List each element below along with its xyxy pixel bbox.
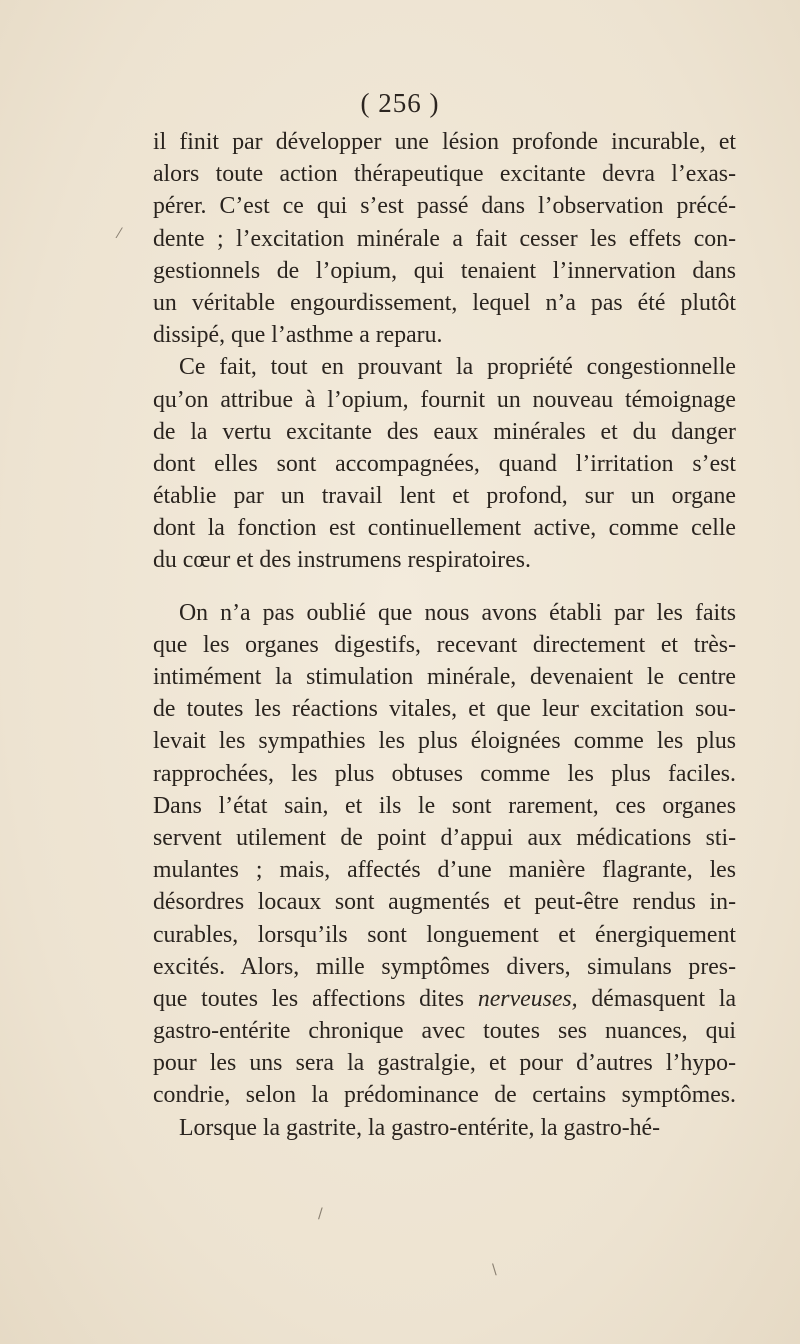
- text-line: que les organes digestifs, recevant directement et très-: [153, 631, 736, 658]
- text-line: dont la fonction est continuellement active, comme celle: [153, 515, 736, 542]
- body-text: [153, 126, 736, 1144]
- text-line: gestionnels de l’opium, qui tenaient l’innervation dans: [153, 257, 736, 284]
- text-line: il finit par développer une lésion profonde incurable, et: [153, 129, 736, 155]
- text-line: un véritable engourdissement, lequel n’a pas été plutôt: [153, 289, 736, 316]
- text-line: curables, lorsqu’ils sont longuement et énergiquement: [153, 921, 736, 948]
- text-line: dont elles sont accompagnées, quand l’irritation s’est: [153, 450, 736, 477]
- text-line: dente ; l’excitation minérale a fait cesser les effets con-: [153, 225, 736, 252]
- paragraph-1: [153, 126, 736, 351]
- text-line: intimément la stimulation minérale, devenaient le centre: [153, 664, 736, 690]
- text-line: Lorsque la gastrite, la gastro-entérite, la gastro-hé-: [179, 1114, 661, 1141]
- text-line: levait les sympathies les plus éloignées comme les plus: [153, 728, 736, 755]
- text-line: alors toute action thérapeutique excitante devra l’exas-: [153, 161, 736, 188]
- text-line: du cœur et des instrumens respiratoires.: [153, 547, 532, 574]
- italic-term: nerveuses,: [477, 985, 578, 1012]
- paragraph-2: [153, 351, 736, 576]
- text-line: gastro-entérite chronique avec toutes ses nuances, qui: [153, 1018, 736, 1045]
- text-line: dissipé, que l’asthme a reparu.: [153, 322, 443, 349]
- text-segment: démasquent la: [591, 985, 737, 1012]
- text-line: pour les uns sera la gastralgie, et pour d’autres l’hypo-: [153, 1050, 736, 1077]
- text-line: établie par un travail lent et profond, sur un organe: [153, 483, 736, 510]
- paragraph-3: [153, 597, 736, 1144]
- paper-mark: ⁄: [118, 226, 121, 242]
- text-line: Ce fait, tout en prouvant la propriété congestionnelle: [179, 354, 736, 381]
- text-line: qu’on attribue à l’opium, fournit un nouveau témoignage: [153, 386, 736, 413]
- text-line-with-italic: [153, 983, 736, 1015]
- paper-mark: \: [492, 1262, 497, 1278]
- text-line: rapprochées, les plus obtuses comme les plus faciles.: [153, 760, 736, 787]
- paper-mark: /: [318, 1206, 323, 1222]
- text-line: On n’a pas oublié que nous avons établi par les faits: [179, 599, 736, 626]
- text-line: excités. Alors, mille symptômes divers, simulans pres-: [153, 953, 736, 980]
- text-line: Dans l’état sain, et ils le sont rarement, ces organes: [153, 792, 736, 819]
- paragraph-gap: [153, 577, 736, 597]
- page-number: ( 256 ): [360, 88, 440, 118]
- text-line: de la vertu excitante des eaux minérales et du danger: [153, 418, 736, 445]
- text-line: servent utilement de point d’appui aux médications sti-: [153, 824, 736, 851]
- text-line: pérer. C’est ce qui s’est passé dans l’observation précé-: [153, 193, 736, 220]
- text-line: de toutes les réactions vitales, et que leur excitation sou-: [153, 696, 736, 723]
- text-line: désordres locaux sont augmentés et peut-être rendus in-: [153, 889, 736, 916]
- text-segment: que toutes les affections dites: [153, 985, 465, 1012]
- text-line: mulantes ; mais, affectés d’une manière flagrante, les: [153, 857, 736, 884]
- text-line: condrie, selon la prédominance de certains symptômes.: [153, 1082, 736, 1109]
